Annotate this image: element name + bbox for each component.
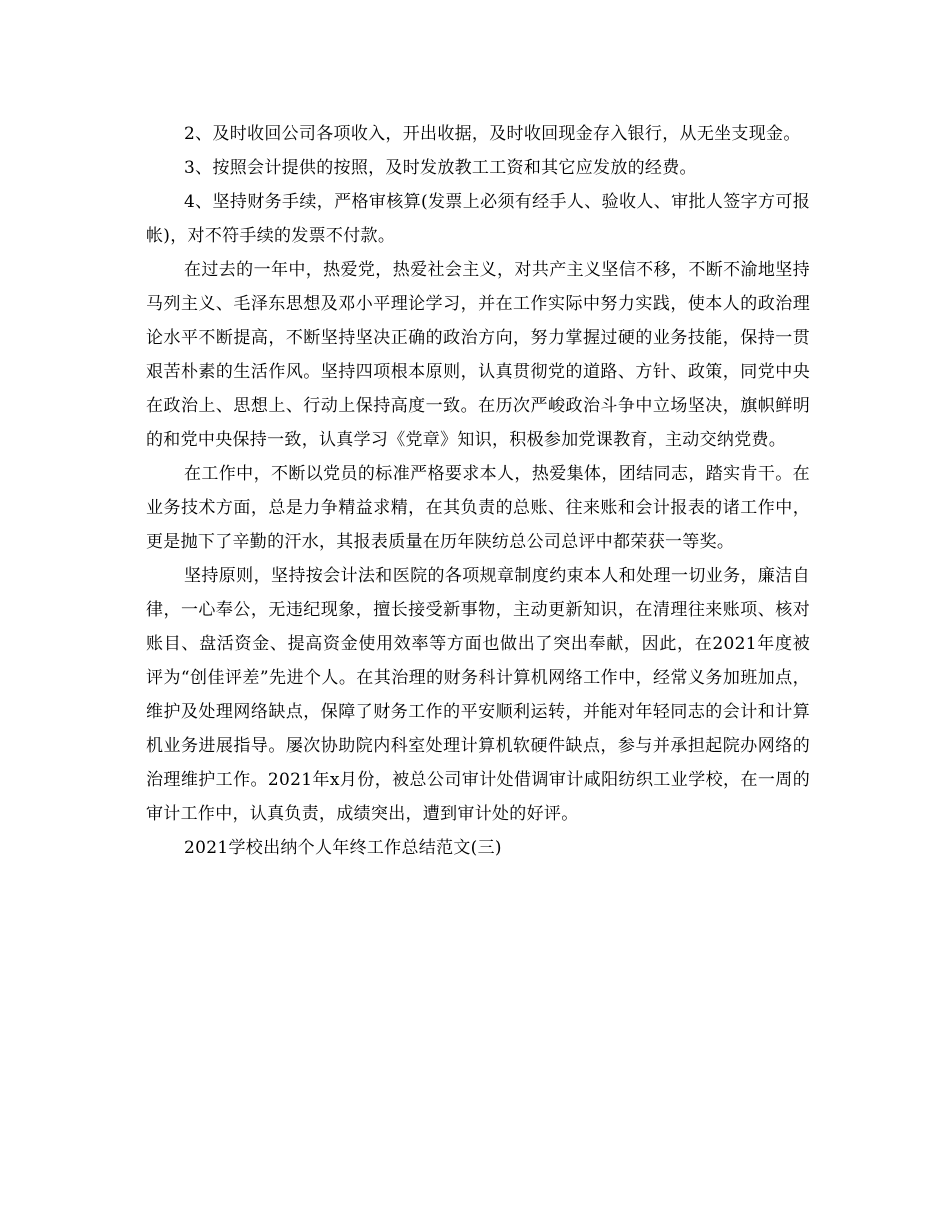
paragraph-item-2: 2、及时收回公司各项收入，开出收据，及时收回现金存入银行，从无坐支现金。 (184, 124, 801, 144)
paragraph-political: 在过去的一年中，热爱党，热爱社会主义，对共产主义坚信不移，不断不渝地坚持马列主义、毛泽东思想及邓小平理论学习，并在工作实际中努力实践，使本人的政治理论水平不断提高，不断坚持坚决正确的政治方向，努力掌握过硬的业务技能，保持一贯艰苦朴素的生活作风。坚持四项根本原则，认真贯彻党的道路、方针、政策，同党中央在政治上、思想上、行动上保持高度一致。在历次严峻政治斗争中立场坚决，旗帜鲜明的和党中央保持一致，认真学习《党章》知识，积极参加党课教育，主动交纳党费。 (146, 260, 810, 450)
paragraph-principles: 坚持原则，坚持按会计法和医院的各项规章制度约束本人和处理一切业务，廉洁自律，一心奉公，无违纪现象，擅长接受新事物，主动更新知识，在清理往来账项、核对账目、盘活资金、提高资金使用效率等方面也做出了突出奉献，因此，在2021年度被评为“创佳评差”先进个人。在其治理的财务科计算机网络工作中，经常义务加班加点，维护及处理网络缺点，保障了财务工作的平安顺利运转，并能对年轻同志的会计和计算机业务进展指导。屡次协助院内科室处理计算机软硬件缺点，参与并承担起院办网络的治理维护工作。2021年x月份，被总公司审计处借调审计咸阳纺织工业学校，在一周的审计工作中，认真负责，成绩突出，遭到审计处的好评。 (146, 566, 810, 824)
paragraph-work: 在工作中，不断以党员的标准严格要求本人，热爱集体，团结同志，踏实肯干。在业务技术方面，总是力争精益求精，在其负责的总账、往来账和会计报表的诸工作中，更是抛下了辛勤的汗水，其报表质量在历年陕纺总公司总评中都荣获一等奖。 (146, 464, 810, 552)
section-heading: 2021学校出纳个人年终工作总结范文(三) (184, 838, 502, 858)
paragraph-item-4: 4、坚持财务手续，严格审核算(发票上必须有经手人、验收人、审批人签字方可报帐)，对不符手续的发票不付款。 (146, 192, 810, 246)
paragraph-item-3: 3、按照会计提供的按照，及时发放教工工资和其它应发放的经费。 (184, 158, 697, 178)
